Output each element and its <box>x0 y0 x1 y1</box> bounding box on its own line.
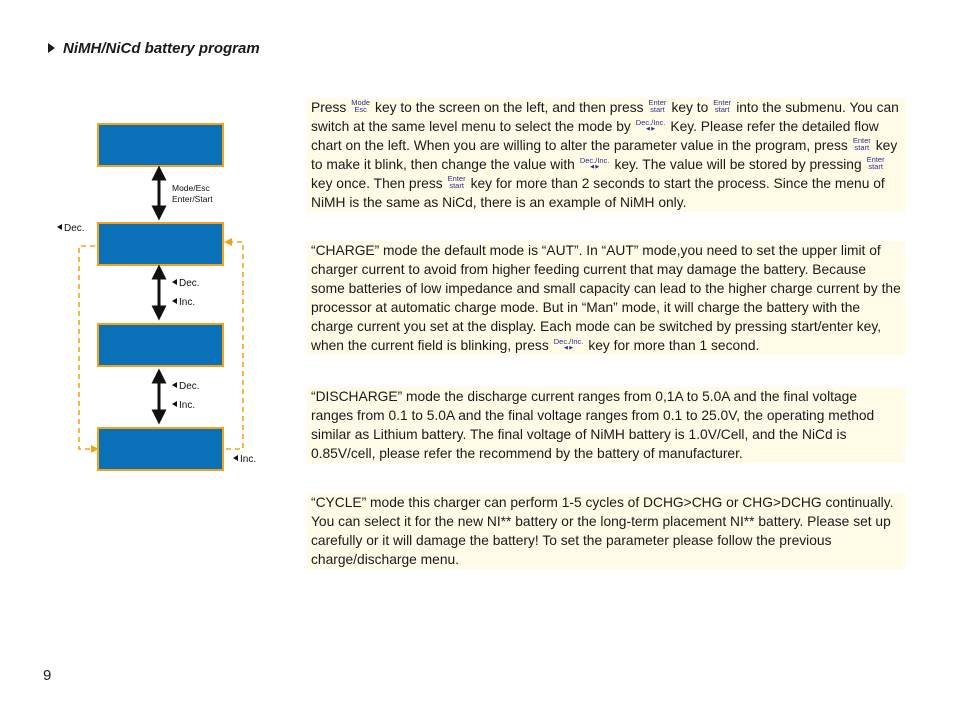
left-triangle-icon <box>172 382 177 388</box>
enter-start-key-icon: Enter start <box>852 135 871 153</box>
page-number: 9 <box>43 667 52 684</box>
inc-loop-arrow <box>226 242 243 449</box>
dec-label: Dec. <box>172 278 200 289</box>
enter-start-key-icon: Enter start <box>866 154 885 172</box>
dec-loop-arrow <box>79 246 95 449</box>
left-triangle-icon <box>172 279 177 285</box>
dec-loop-label: Dec. <box>57 223 85 234</box>
enter-start-key-icon: Enter start <box>447 173 466 191</box>
left-triangle-icon <box>172 401 177 407</box>
mode-esc-key-icon: Mode Esc <box>351 97 371 115</box>
paragraph-cycle: “CYCLE” mode this charger can perform 1-5 cycles of DCHG>CHG or CHG>DCHG continually. You can select it for the new NI** battery or the long-term placement NI** battery. Please set up carefully or it will damage the battery! To set the parameter please follow the previous charge/discharge menu. <box>307 493 905 569</box>
enter-start-key-icon: Enter start <box>713 97 732 115</box>
dec-inc-key-icon: Dec./Inc. ◀ ▶ <box>635 118 666 132</box>
paragraph-charge: “CHARGE” mode the default mode is “AUT”. In “AUT” mode,you need to set the upper limit of charger current to avoid from higher feeding current that may damage the battery. Because some batteries of low impedance and small capacity can lead to the higher charge current by the processor at automatic charge mode. But in “Man” mode, it will charge the battery with the charge current you set at the display. Each mode can be switched by pressing start/enter key, when the current field is blinking, press Dec./Inc. ◀ ▶ key for more than 1 second. <box>307 241 905 355</box>
paragraph-discharge: “DISCHARGE” mode the discharge current ranges from 0,1A to 5.0A and the final voltage ranges from 0.1 to 5.0A and the final voltage ranges from 0.1 to 25.0V, the operating method similar as Lithium battery. The final voltage of NiMH battery is 1.0V/Cell, and the NiCd is 0.85V/cell, please refer the recommend by the battery of manufacturer. <box>307 387 905 463</box>
enter-start-label: Enter/Start <box>172 194 213 204</box>
dec-label: Dec. <box>172 381 200 392</box>
mode-esc-label: Mode/Esc <box>172 183 210 193</box>
enter-start-key-icon: Enter start <box>648 97 667 115</box>
left-triangle-icon <box>233 455 238 461</box>
inc-label: Inc. <box>172 400 195 411</box>
inc-loop-label: Inc. <box>233 454 256 465</box>
paragraph-instructions: Press Mode Esc key to the screen on the left, and then press Enter start key to Enter start into the submenu. You can switch at the same level menu to select the mode by Dec./Inc. ◀ ▶ Key. Please refer the detailed flow chart on the left. When you are willing to alter the parameter value in the program, press Enter start key to make it blink, then change the value with Dec./Inc. ◀ ▶ key. The value will be stored by pressing Enter startkey once. Then press Enter start key for more than 2 seconds to start the process. Since the menu of NiMH is the same as NiCd, there is an example of NiMH only. <box>307 98 905 212</box>
flow-arrows <box>0 0 300 500</box>
dec-inc-key-icon: Dec./Inc. ◀ ▶ <box>579 156 610 170</box>
left-triangle-icon <box>57 224 62 230</box>
dec-inc-key-icon: Dec./Inc. ◀ ▶ <box>553 337 584 351</box>
left-triangle-icon <box>172 298 177 304</box>
inc-label: Inc. <box>172 297 195 308</box>
section-title-text: NiMH/NiCd battery program <box>63 40 260 57</box>
